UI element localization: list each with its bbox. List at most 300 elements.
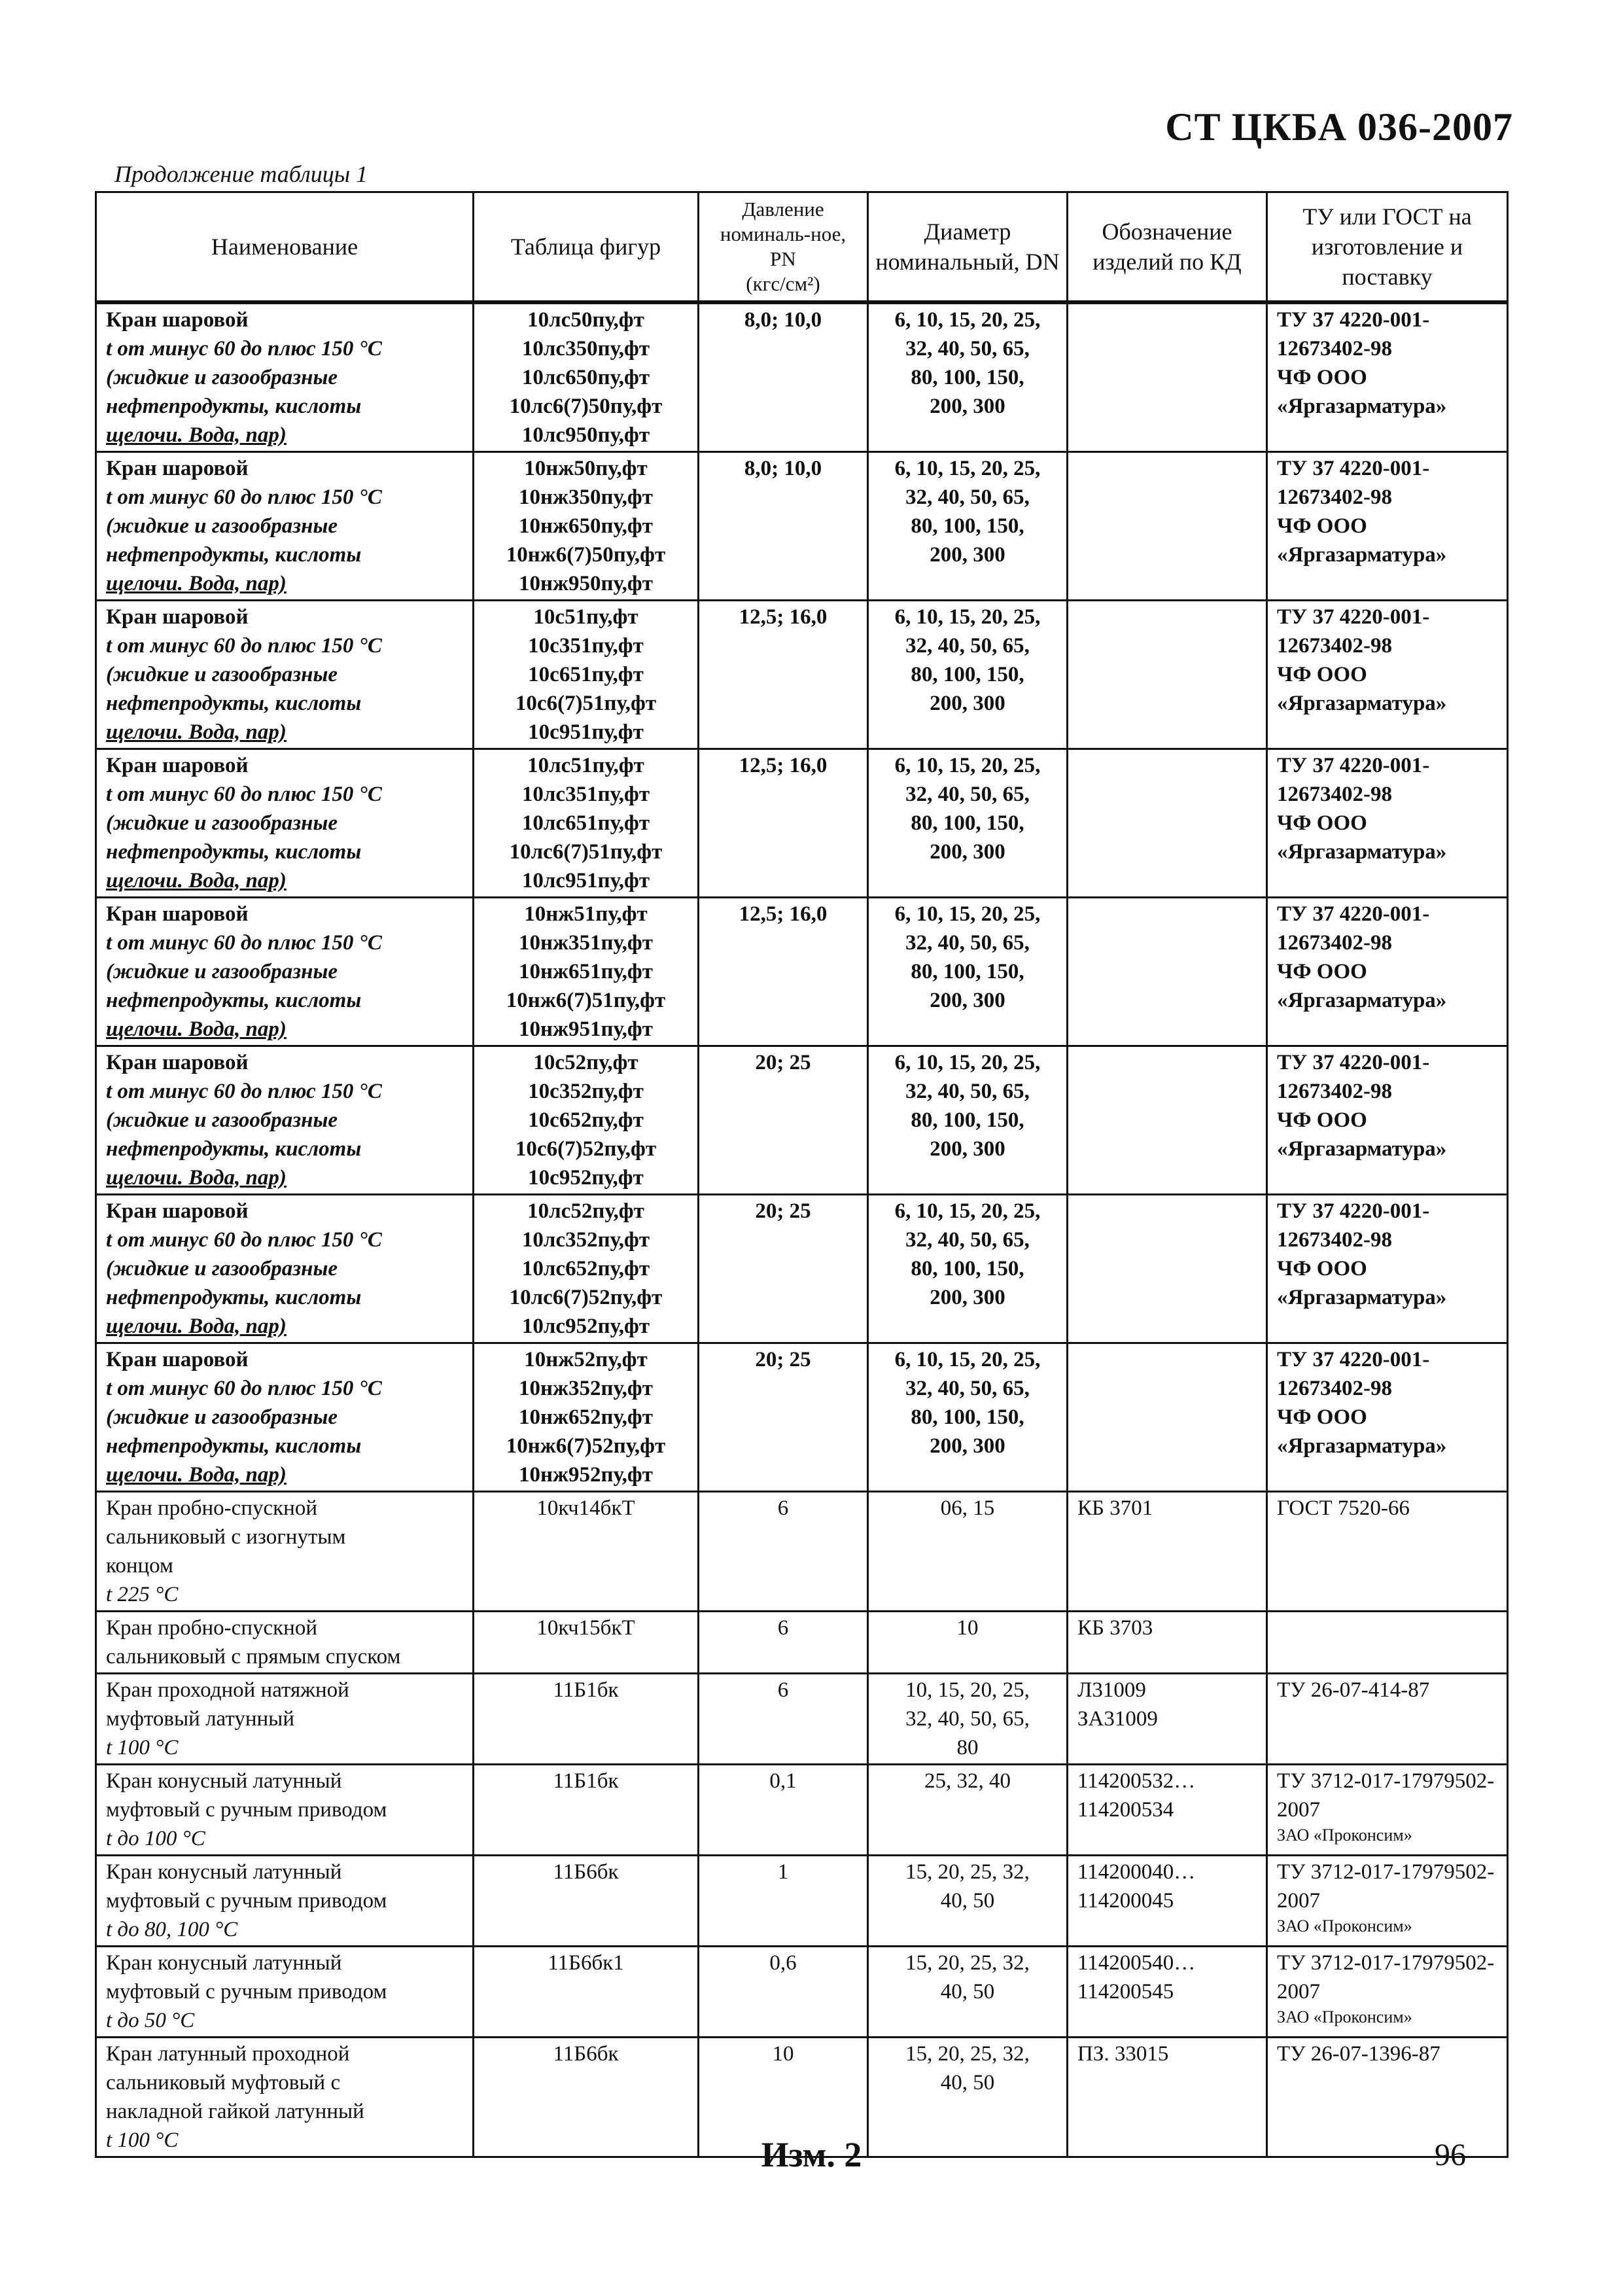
kd-cell xyxy=(1068,601,1267,749)
cell-line: щелочи. Вода, пар) xyxy=(106,1463,287,1487)
diameter-cell xyxy=(868,1856,1068,1947)
cell-line: t от минус 60 до плюс 150 °С xyxy=(106,1080,382,1103)
cell-line: ТУ 37 4220-001- xyxy=(1277,754,1430,777)
name-cell xyxy=(96,898,474,1046)
cell-line: сальниковый с прямым спуском xyxy=(106,1645,401,1669)
cell-line: «Яргазарматура» xyxy=(1277,1286,1447,1309)
cell-line: муфтовый латунный xyxy=(106,1707,294,1731)
name-cell xyxy=(96,1195,474,1343)
cell-line: нефтепродукты, кислоты xyxy=(106,1286,362,1309)
kd-cell xyxy=(1068,1492,1267,1612)
cell-line: щелочи. Вода, пар) xyxy=(106,720,287,744)
cell-line: Кран шаровой xyxy=(106,1348,249,1371)
cell-line: сальниковый муфтовый с xyxy=(106,2071,341,2094)
cell-line: 6 xyxy=(777,1616,789,1640)
figures-cell xyxy=(474,1856,699,1947)
cell-line: щелочи. Вода, пар) xyxy=(106,869,287,892)
cell-line: 2007 xyxy=(1277,1980,1320,2004)
cell-line: 32, 40, 50, 65, xyxy=(905,486,1030,509)
cell-line: 11Б1бк xyxy=(553,1769,619,1793)
cell-line: 2007 xyxy=(1277,1889,1320,1913)
cell-line: 11Б6бк xyxy=(553,2042,619,2066)
cell-line: 10с51пу,фт xyxy=(533,605,638,629)
cell-line: ТУ 37 4220-001- xyxy=(1277,1051,1430,1074)
cell-line: 80 xyxy=(956,1736,979,1759)
name-cell xyxy=(96,1612,474,1674)
tu-cell xyxy=(1267,1046,1508,1195)
table-row xyxy=(96,1343,1508,1492)
cell-line: 32, 40, 50, 65, xyxy=(905,1080,1030,1103)
cell-line: 10с52пу,фт xyxy=(533,1051,638,1074)
cell-line: 12673402-98 xyxy=(1277,1080,1392,1103)
table-row xyxy=(96,1856,1508,1947)
cell-line: 114200040… xyxy=(1077,1860,1196,1884)
pressure-cell xyxy=(699,1343,868,1492)
cell-line: 10нж52пу,фт xyxy=(524,1348,648,1371)
cell-line: 10лс6(7)51пу,фт xyxy=(509,840,663,864)
pressure-cell xyxy=(699,1492,868,1612)
cell-line: нефтепродукты, кислоты xyxy=(106,692,362,715)
cell-line: 32, 40, 50, 65, xyxy=(905,634,1030,658)
cell-line: ТУ 3712-017-17979502- xyxy=(1277,1860,1495,1884)
cell-line: 12,5; 16,0 xyxy=(739,754,828,777)
cell-line: 80, 100, 150, xyxy=(911,1257,1024,1280)
cell-line: 10лс951пу,фт xyxy=(521,869,650,892)
cell-line: 10лс6(7)52пу,фт xyxy=(509,1286,663,1309)
cell-line: 10нж650пу,фт xyxy=(519,514,653,538)
header-figures: Таблица фигур xyxy=(474,192,699,303)
cell-line: ЗА31009 xyxy=(1077,1707,1158,1731)
kd-cell xyxy=(1068,1674,1267,1765)
name-cell xyxy=(96,1765,474,1856)
cell-line: нефтепродукты, кислоты xyxy=(106,543,362,567)
header-diameter: Диаметр номинальный, DN xyxy=(868,192,1068,303)
cell-line: 10кч14бкТ xyxy=(536,1496,635,1520)
table-row xyxy=(96,601,1508,749)
tu-cell xyxy=(1267,1856,1508,1947)
cell-line: 11Б6бк1 xyxy=(548,1951,624,1975)
pressure-cell xyxy=(699,452,868,601)
cell-line: 20; 25 xyxy=(755,1348,811,1371)
cell-line: нефтепродукты, кислоты xyxy=(106,395,362,418)
table-row xyxy=(96,1674,1508,1765)
header-pressure: Давление номиналь-ное, PN (кгс/см²) xyxy=(699,192,868,303)
cell-line: 10лс952пу,фт xyxy=(521,1315,650,1338)
cell-line: 10нж50пу,фт xyxy=(524,457,648,480)
tu-cell xyxy=(1267,1612,1508,1674)
name-cell xyxy=(96,1947,474,2038)
tu-cell xyxy=(1267,1674,1508,1765)
cell-line: t от минус 60 до плюс 150 °С xyxy=(106,486,382,509)
cell-line: Кран латунный проходной xyxy=(106,2042,350,2066)
cell-line: (жидкие и газообразные xyxy=(106,514,338,538)
cell-line: 15, 20, 25, 32, xyxy=(905,1951,1030,1975)
cell-line: 6, 10, 15, 20, 25, xyxy=(894,457,1041,480)
diameter-cell xyxy=(868,1492,1068,1612)
cell-line: 10с952пу,фт xyxy=(528,1166,644,1190)
cell-line: Кран конусный латунный xyxy=(106,1860,342,1884)
cell-line: 10нж352пу,фт xyxy=(519,1377,653,1400)
cell-line: 15, 20, 25, 32, xyxy=(905,2042,1030,2066)
cell-line: ЗАО «Проконсим» xyxy=(1277,1826,1412,1845)
cell-line: КБ 3701 xyxy=(1077,1496,1153,1520)
cell-line: 200, 300 xyxy=(930,1286,1005,1309)
cell-line: 10нж351пу,фт xyxy=(519,931,653,955)
cell-line: «Яргазарматура» xyxy=(1277,692,1447,715)
cell-line: 12673402-98 xyxy=(1277,634,1392,658)
cell-line: нефтепродукты, кислоты xyxy=(106,989,362,1012)
tu-cell xyxy=(1267,898,1508,1046)
cell-line: муфтовый с ручным приводом xyxy=(106,1889,387,1913)
cell-line: Кран пробно-спускной xyxy=(106,1496,317,1520)
cell-line: 0,6 xyxy=(769,1951,797,1975)
cell-line: муфтовый с ручным приводом xyxy=(106,1980,387,2004)
figures-cell xyxy=(474,1492,699,1612)
cell-line: t 225 °С xyxy=(106,1583,179,1606)
cell-line: нефтепродукты, кислоты xyxy=(106,840,362,864)
valve-table xyxy=(95,191,1509,2158)
table-row xyxy=(96,1765,1508,1856)
cell-line: 10нж51пу,фт xyxy=(524,902,648,926)
cell-line: «Яргазарматура» xyxy=(1277,1137,1447,1161)
cell-line: (жидкие и газообразные xyxy=(106,1257,338,1280)
name-cell xyxy=(96,1674,474,1765)
cell-line: щелочи. Вода, пар) xyxy=(106,572,287,595)
cell-line: Кран шаровой xyxy=(106,754,249,777)
cell-line: 10лс351пу,фт xyxy=(521,783,650,806)
cell-line: ЧФ ООО xyxy=(1277,811,1367,835)
cell-line: ТУ 37 4220-001- xyxy=(1277,308,1430,332)
cell-line: «Яргазарматура» xyxy=(1277,543,1447,567)
cell-line: 12,5; 16,0 xyxy=(739,605,828,629)
cell-line: Кран шаровой xyxy=(106,1199,249,1223)
cell-line: концом xyxy=(106,1554,173,1578)
cell-line: ТУ 26-07-1396-87 xyxy=(1277,2042,1440,2066)
pressure-cell xyxy=(699,749,868,898)
cell-line: ТУ 37 4220-001- xyxy=(1277,457,1430,480)
diameter-cell xyxy=(868,302,1068,452)
cell-line: ЗАО «Проконсим» xyxy=(1277,2007,1412,2026)
cell-line: 10кч15бкТ xyxy=(536,1616,635,1640)
cell-line: Кран проходной натяжной xyxy=(106,1678,349,1702)
cell-line: 6, 10, 15, 20, 25, xyxy=(894,1348,1041,1371)
cell-line: 10 xyxy=(772,2042,794,2066)
cell-line: 12673402-98 xyxy=(1277,337,1392,361)
cell-line: t от минус 60 до плюс 150 °С xyxy=(106,783,382,806)
figures-cell xyxy=(474,1947,699,2038)
table-body xyxy=(96,302,1508,2157)
cell-line: 10лс51пу,фт xyxy=(527,754,644,777)
cell-line: Кран шаровой xyxy=(106,1051,249,1074)
cell-line: 10лс50пу,фт xyxy=(527,308,644,332)
cell-line: Л31009 xyxy=(1077,1678,1146,1702)
cell-line: «Яргазарматура» xyxy=(1277,840,1447,864)
cell-line: Кран шаровой xyxy=(106,902,249,926)
cell-line: ЧФ ООО xyxy=(1277,960,1367,983)
cell-line: ЧФ ООО xyxy=(1277,663,1367,686)
kd-cell xyxy=(1068,1343,1267,1492)
cell-line: нефтепродукты, кислоты xyxy=(106,1434,362,1458)
cell-line: 80, 100, 150, xyxy=(911,366,1024,389)
figures-cell xyxy=(474,452,699,601)
header-tu-gost: ТУ или ГОСТ на изготовление и поставку xyxy=(1267,192,1508,303)
table-row xyxy=(96,1195,1508,1343)
diameter-cell xyxy=(868,749,1068,898)
cell-line: 80, 100, 150, xyxy=(911,1405,1024,1429)
cell-line: 10нж952пу,фт xyxy=(519,1463,653,1487)
cell-line: ЧФ ООО xyxy=(1277,366,1367,389)
cell-line: 10лс352пу,фт xyxy=(521,1228,650,1252)
kd-cell xyxy=(1068,1195,1267,1343)
name-cell xyxy=(96,1343,474,1492)
cell-line: t до 100 °С xyxy=(106,1827,205,1850)
cell-line: 10с651пу,фт xyxy=(528,663,644,686)
cell-line: 10нж652пу,фт xyxy=(519,1405,653,1429)
cell-line: (жидкие и газообразные xyxy=(106,663,338,686)
cell-line: t 100 °С xyxy=(106,2128,179,2152)
diameter-cell xyxy=(868,601,1068,749)
cell-line: 80, 100, 150, xyxy=(911,811,1024,835)
cell-line: ТУ 37 4220-001- xyxy=(1277,1348,1430,1371)
table-row xyxy=(96,1612,1508,1674)
diameter-cell xyxy=(868,1674,1068,1765)
name-cell xyxy=(96,1492,474,1612)
kd-cell xyxy=(1068,1856,1267,1947)
diameter-cell xyxy=(868,1343,1068,1492)
cell-line: сальниковый с изогнутым xyxy=(106,1525,346,1549)
cell-line: 11Б6бк xyxy=(553,1860,619,1884)
page-number: 96 xyxy=(1435,2138,1466,2172)
cell-line: 80, 100, 150, xyxy=(911,1108,1024,1132)
cell-line: «Яргазарматура» xyxy=(1277,989,1447,1012)
cell-line: ТУ 3712-017-17979502- xyxy=(1277,1951,1495,1975)
pressure-cell xyxy=(699,1765,868,1856)
cell-line: Кран пробно-спускной xyxy=(106,1616,317,1640)
tu-cell xyxy=(1267,1765,1508,1856)
tu-cell xyxy=(1267,1195,1508,1343)
pressure-cell xyxy=(699,1612,868,1674)
cell-line: щелочи. Вода, пар) xyxy=(106,1166,287,1190)
cell-line: 10лс652пу,фт xyxy=(521,1257,650,1280)
cell-line: 80, 100, 150, xyxy=(911,960,1024,983)
cell-line: 200, 300 xyxy=(930,840,1005,864)
table-row xyxy=(96,452,1508,601)
cell-line: t до 50 °С xyxy=(106,2009,195,2032)
tu-cell xyxy=(1267,1947,1508,2038)
cell-line: 10лс651пу,фт xyxy=(521,811,650,835)
cell-line: «Яргазарматура» xyxy=(1277,395,1447,418)
pressure-cell xyxy=(699,302,868,452)
pressure-cell xyxy=(699,1856,868,1947)
cell-line: 32, 40, 50, 65, xyxy=(905,783,1030,806)
cell-line: 8,0; 10,0 xyxy=(744,308,822,332)
cell-line: 114200532… xyxy=(1077,1769,1196,1793)
tu-cell xyxy=(1267,1492,1508,1612)
cell-line: (жидкие и газообразные xyxy=(106,366,338,389)
cell-line: 10нж6(7)52пу,фт xyxy=(506,1434,666,1458)
cell-line: 20; 25 xyxy=(755,1051,811,1074)
tu-cell xyxy=(1267,302,1508,452)
cell-line: 200, 300 xyxy=(930,692,1005,715)
cell-line: 10с652пу,фт xyxy=(528,1108,644,1132)
cell-line: 06, 15 xyxy=(940,1496,995,1520)
kd-cell xyxy=(1068,1947,1267,2038)
cell-line: 10нж950пу,фт xyxy=(519,572,653,595)
cell-line: 2007 xyxy=(1277,1798,1320,1822)
name-cell xyxy=(96,1856,474,1947)
cell-line: ТУ 3712-017-17979502- xyxy=(1277,1769,1495,1793)
diameter-cell xyxy=(868,1046,1068,1195)
figures-cell xyxy=(474,1674,699,1765)
cell-line: 12673402-98 xyxy=(1277,1377,1392,1400)
cell-line: t от минус 60 до плюс 150 °С xyxy=(106,634,382,658)
cell-line: 11Б1бк xyxy=(553,1678,619,1702)
kd-cell xyxy=(1068,749,1267,898)
cell-line: 25, 32, 40 xyxy=(924,1769,1011,1793)
table-row xyxy=(96,1046,1508,1195)
cell-line: ТУ 26-07-414-87 xyxy=(1277,1678,1430,1702)
table-row xyxy=(96,1947,1508,2038)
cell-line: Кран конусный латунный xyxy=(106,1769,342,1793)
cell-line: 10нж951пу,фт xyxy=(519,1017,653,1041)
cell-line: КБ 3703 xyxy=(1077,1616,1153,1640)
cell-line: (жидкие и газообразные xyxy=(106,811,338,835)
cell-line: 32, 40, 50, 65, xyxy=(905,1228,1030,1252)
pressure-cell xyxy=(699,1046,868,1195)
cell-line: 32, 40, 50, 65, xyxy=(905,1707,1030,1731)
cell-line: 6, 10, 15, 20, 25, xyxy=(894,308,1041,332)
cell-line: Кран конусный латунный xyxy=(106,1951,342,1975)
tu-cell xyxy=(1267,1343,1508,1492)
cell-line: 12,5; 16,0 xyxy=(739,902,828,926)
cell-line: 10нж651пу,фт xyxy=(519,960,653,983)
cell-line: 114200534 xyxy=(1077,1798,1174,1822)
name-cell xyxy=(96,1046,474,1195)
cell-line: 40, 50 xyxy=(940,2071,995,2094)
cell-line: 200, 300 xyxy=(930,1434,1005,1458)
cell-line: ЧФ ООО xyxy=(1277,1108,1367,1132)
figures-cell xyxy=(474,601,699,749)
kd-cell xyxy=(1068,1765,1267,1856)
cell-line: 32, 40, 50, 65, xyxy=(905,337,1030,361)
pressure-cell xyxy=(699,1674,868,1765)
cell-line: ТУ 37 4220-001- xyxy=(1277,902,1430,926)
name-cell xyxy=(96,749,474,898)
cell-line: 114200045 xyxy=(1077,1889,1174,1913)
diameter-cell xyxy=(868,1947,1068,2038)
cell-line: 10нж350пу,фт xyxy=(519,486,653,509)
cell-line: 40, 50 xyxy=(940,1889,995,1913)
cell-line: t 100 °С xyxy=(106,1736,179,1759)
table-row xyxy=(96,1492,1508,1612)
cell-line: 10с351пу,фт xyxy=(528,634,644,658)
cell-line: 10лс52пу,фт xyxy=(527,1199,644,1223)
cell-line: ЧФ ООО xyxy=(1277,1405,1367,1429)
cell-line: 114200545 xyxy=(1077,1980,1174,2004)
cell-line: Кран шаровой xyxy=(106,308,249,332)
pressure-cell xyxy=(699,898,868,1046)
cell-line: ТУ 37 4220-001- xyxy=(1277,605,1430,629)
cell-line: t от минус 60 до плюс 150 °С xyxy=(106,1377,382,1400)
cell-line: 6, 10, 15, 20, 25, xyxy=(894,1051,1041,1074)
figures-cell xyxy=(474,1765,699,1856)
cell-line: 6, 10, 15, 20, 25, xyxy=(894,754,1041,777)
table-header-row xyxy=(96,192,1508,303)
kd-cell xyxy=(1068,452,1267,601)
table-continuation-caption: Продолжение таблицы 1 xyxy=(114,161,368,187)
cell-line: щелочи. Вода, пар) xyxy=(106,1017,287,1041)
figures-cell xyxy=(474,898,699,1046)
cell-line: 12673402-98 xyxy=(1277,783,1392,806)
cell-line: 6, 10, 15, 20, 25, xyxy=(894,605,1041,629)
figures-cell xyxy=(474,1612,699,1674)
cell-line: 6 xyxy=(777,1678,789,1702)
cell-line: 10с6(7)51пу,фт xyxy=(515,692,657,715)
cell-line: 40, 50 xyxy=(940,1980,995,2004)
diameter-cell xyxy=(868,452,1068,601)
cell-line: Кран шаровой xyxy=(106,457,249,480)
figures-cell xyxy=(474,302,699,452)
cell-line: 80, 100, 150, xyxy=(911,514,1024,538)
cell-line: 114200540… xyxy=(1077,1951,1196,1975)
cell-line: ГОСТ 7520-66 xyxy=(1277,1496,1410,1520)
diameter-cell xyxy=(868,1765,1068,1856)
cell-line: 1 xyxy=(777,1860,789,1884)
cell-line: 200, 300 xyxy=(930,1137,1005,1161)
pressure-cell xyxy=(699,1947,868,2038)
cell-line: 200, 300 xyxy=(930,989,1005,1012)
revision-mark: Изм. 2 xyxy=(761,2135,862,2174)
cell-line: t от минус 60 до плюс 150 °С xyxy=(106,931,382,955)
cell-line: 10 xyxy=(956,1616,979,1640)
name-cell xyxy=(96,302,474,452)
tu-cell xyxy=(1267,452,1508,601)
cell-line: 10лс350пу,фт xyxy=(521,337,650,361)
cell-line: t от минус 60 до плюс 150 °С xyxy=(106,1228,382,1252)
tu-cell xyxy=(1267,601,1508,749)
cell-line: ПЗ. 33015 xyxy=(1077,2042,1169,2066)
kd-cell xyxy=(1068,898,1267,1046)
cell-line: t от минус 60 до плюс 150 °С xyxy=(106,337,382,361)
cell-line: 10нж6(7)50пу,фт xyxy=(506,543,666,567)
cell-line: 32, 40, 50, 65, xyxy=(905,931,1030,955)
table-row xyxy=(96,898,1508,1046)
diameter-cell xyxy=(868,1612,1068,1674)
cell-line: 10с352пу,фт xyxy=(528,1080,644,1103)
cell-line: «Яргазарматура» xyxy=(1277,1434,1447,1458)
cell-line: ЧФ ООО xyxy=(1277,1257,1367,1280)
pressure-cell xyxy=(699,601,868,749)
cell-line: Кран шаровой xyxy=(106,605,249,629)
cell-line: 10с6(7)52пу,фт xyxy=(515,1137,657,1161)
cell-line: 10, 15, 20, 25, xyxy=(905,1678,1030,1702)
cell-line: 12673402-98 xyxy=(1277,486,1392,509)
kd-cell xyxy=(1068,1612,1267,1674)
cell-line: 6 xyxy=(777,1496,789,1520)
cell-line: муфтовый с ручным приводом xyxy=(106,1798,387,1822)
cell-line: 20; 25 xyxy=(755,1199,811,1223)
cell-line: 32, 40, 50, 65, xyxy=(905,1377,1030,1400)
cell-line: 200, 300 xyxy=(930,543,1005,567)
cell-line: 15, 20, 25, 32, xyxy=(905,1860,1030,1884)
cell-line: 12673402-98 xyxy=(1277,931,1392,955)
header-name: Наименование xyxy=(96,192,474,303)
cell-line: ЗАО «Проконсим» xyxy=(1277,1916,1412,1935)
cell-line: нефтепродукты, кислоты xyxy=(106,1137,362,1161)
cell-line: 0,1 xyxy=(769,1769,797,1793)
figures-cell xyxy=(474,1046,699,1195)
cell-line: (жидкие и газообразные xyxy=(106,1108,338,1132)
